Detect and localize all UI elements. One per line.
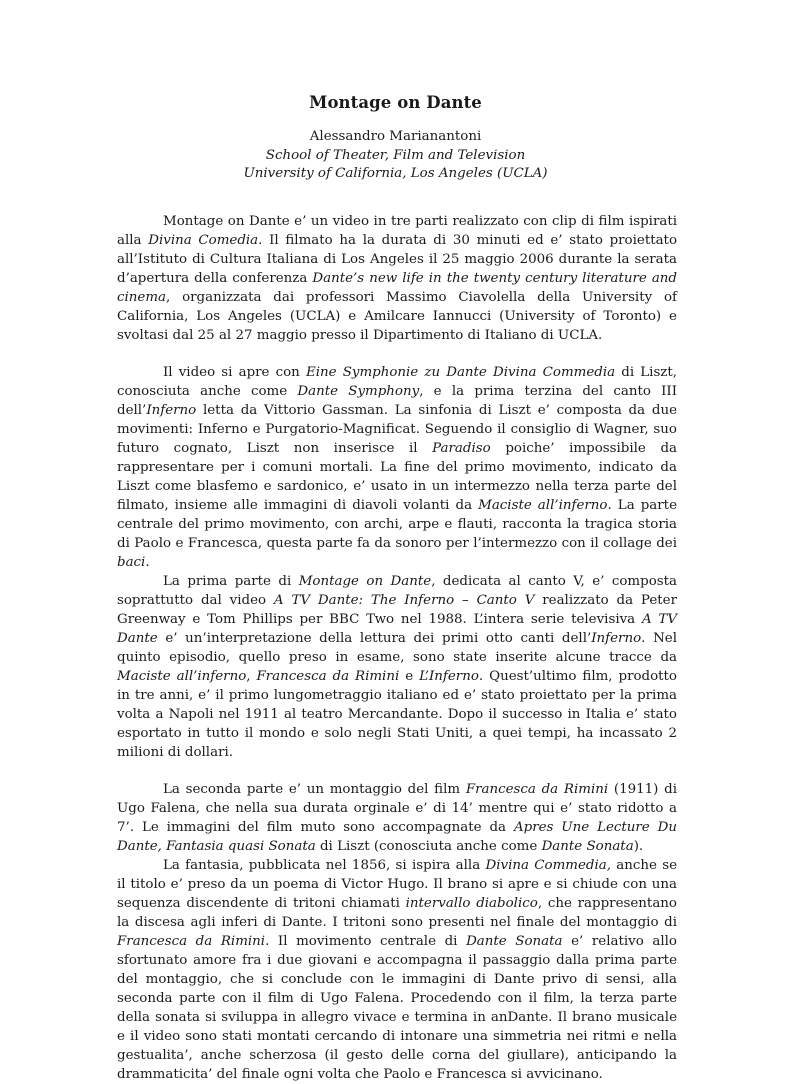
- italic-text: Divina Commedia,: [485, 858, 611, 873]
- author-block: [0, 128, 791, 184]
- text-run: La prima parte di: [163, 574, 299, 589]
- author-school: School of Theater, Film and Television: [265, 147, 526, 163]
- body-paragraph: [117, 780, 677, 856]
- text-run: .: [145, 555, 150, 570]
- italic-text: L’Inferno: [419, 669, 479, 684]
- italic-text: Francesca da Rimini: [117, 934, 266, 949]
- text-run: di Liszt, conosciuta anche come: [117, 365, 678, 399]
- text-run: realizzato da Peter Greenway e Tom Phillips per BBC Two nel 1988. L’intera serie televisiva: [117, 593, 677, 627]
- text-run: e’ relativo allo sfortunato amore fra i due giovani e accompagna il passaggio dalla prima parte del montaggio, che si conclude con le immagini di Dante privo di sensi, alla seconda parte con il film di Ugo Falena. Procedendo con il film, la terza parte della sonata si sviluppa in allegro vivace e termina in anDante. Il brano musicale e il video sono stati montati cercando di intonare una simmetria nei ritmi e nella gestualita’, anche scherzosa (il gesto delle corna del giullare), anticipando la drammaticita’ del finale ogni volta che Paolo e Francesca si avvicinano.: [117, 934, 677, 1082]
- text-run: Il video si apre con: [163, 365, 306, 380]
- paper-body: [117, 212, 677, 1084]
- italic-text: Montage on Dante: [298, 574, 432, 589]
- italic-text: Eine Symphonie zu Dante Divina Commedia: [305, 365, 616, 380]
- italic-text: Divina Comedia: [148, 233, 259, 248]
- author-university: University of California, Los Angeles (UCLA): [243, 166, 548, 181]
- text-run: e’ un’interpretazione della lettura dei primi otto canti dell’: [157, 631, 592, 646]
- italic-text: intervallo diabolico: [405, 896, 538, 911]
- italic-text: Inferno: [591, 631, 642, 646]
- text-run: Montage on Dante e’ un video in tre parti realizzato con clip di film ispirati alla: [117, 214, 677, 248]
- text-run: . La parte centrale del primo movimento, con archi, arpe e flauti, racconta la tragica storia di Paolo e Francesca, questa parte fa da sonoro per l’intermezzo con il collage dei: [117, 498, 677, 551]
- italic-text: A TV Dante: [117, 612, 677, 646]
- italic-text: Dante Sonata: [466, 934, 563, 949]
- text-run: La seconda parte e’ un montaggio del film: [163, 782, 466, 797]
- italic-text: Francesca da Rimini: [256, 669, 400, 684]
- italic-text: Francesca da Rimini: [465, 782, 609, 797]
- text-run: . Nel quinto episodio, quello preso in esame, sono state inserite alcune tracce da: [117, 631, 677, 665]
- italic-text: Paradiso: [432, 441, 491, 456]
- paper-title: Montage on Dante: [309, 93, 482, 112]
- text-run: . Il movimento centrale di: [265, 934, 467, 949]
- author-name: Alessandro Marianantoni: [309, 129, 482, 144]
- body-paragraph: [117, 572, 677, 762]
- text-run: , dedicata al canto V, e’ composta soprattutto dal video: [117, 574, 677, 608]
- italic-text: A TV Dante: The Inferno – Canto V: [273, 593, 535, 608]
- text-run: e: [399, 669, 420, 684]
- text-run: ).: [633, 839, 644, 854]
- italic-text: Maciste all’inferno: [478, 498, 608, 513]
- italic-text: baci: [117, 555, 146, 570]
- italic-text: Maciste all’inferno: [117, 669, 247, 684]
- text-run: , e la prima terzina del canto III dell’: [117, 384, 678, 418]
- text-run: letta da Vittorio Gassman. La sinfonia di Liszt e’ composta da due movimenti: Inferno e Purgatorio-Magnificat. Seguendo il consiglio di Wagner, suo futuro cognato, Liszt non inserisce il: [117, 403, 677, 456]
- italic-text: Apres Une Lecture Du Dante, Fantasia quasi Sonata: [117, 820, 677, 854]
- text-run: La fantasia, pubblicata nel 1856, si ispira alla: [163, 858, 486, 873]
- text-run: di Liszt (conosciuta anche come: [315, 839, 542, 854]
- text-run: . Quest’ultimo film, prodotto in tre anni, e’ il primo lungometraggio italiano ed e’ stato proiettato per la prima volta a Napoli nel 1911 al teatro Mercandante. Dopo il successo in Italia e’ stato esportato in tutto il mondo e solo negli Stati Uniti, a quei tempi, ha incassato 2 milioni di dollari.: [117, 669, 677, 760]
- text-run: ,: [246, 669, 257, 684]
- body-paragraph: [117, 856, 677, 1084]
- text-run: (1911) di Ugo Falena, che nella sua durata orginale e’ di 14’ mentre qui e’ stato ridotto a 7’. Le immagini del film muto sono accompagnate da: [117, 782, 677, 835]
- italic-text: Dante Sonata: [541, 839, 634, 854]
- body-paragraph: [117, 212, 677, 345]
- body-paragraph: [117, 363, 677, 572]
- italic-text: Dante’s new life in the twenty century literature and cinema: [117, 271, 678, 305]
- text-run: anche se il titolo e’ preso da un poema di Victor Hugo. Il brano si apre e si chiude con una sequenza discendente di tritoni chiamati: [117, 858, 678, 911]
- italic-text: Inferno: [146, 403, 197, 418]
- text-run: , organizzata dai professori Massimo Ciavolella della University of California, Los Angeles (UCLA) e Amilcare Iannucci (University of Toronto) e svoltasi dal 25 al 27 maggio presso il Dipartimento di Italiano di UCLA.: [117, 290, 677, 343]
- text-run: . Il filmato ha la durata di 30 minuti ed e’ stato proiettato all’Istituto di Cultura Italiana di Los Angeles il 25 maggio 2006 durante la serata d’apertura della conferenza: [117, 233, 678, 286]
- italic-text: Dante Symphony: [297, 384, 420, 399]
- text-run: poiche’ impossibile da rappresentare per i comuni mortali. La fine del primo movimento, indicato da Liszt come blasfemo e sardonico, e’ usato in un intermezzo nella terza parte del filmato, insieme alle immagini di diavoli volanti da: [117, 441, 677, 513]
- text-run: , che rappresentano la discesa agli inferi di Dante. I tritoni sono presenti nel finale del montaggio di: [117, 896, 677, 930]
